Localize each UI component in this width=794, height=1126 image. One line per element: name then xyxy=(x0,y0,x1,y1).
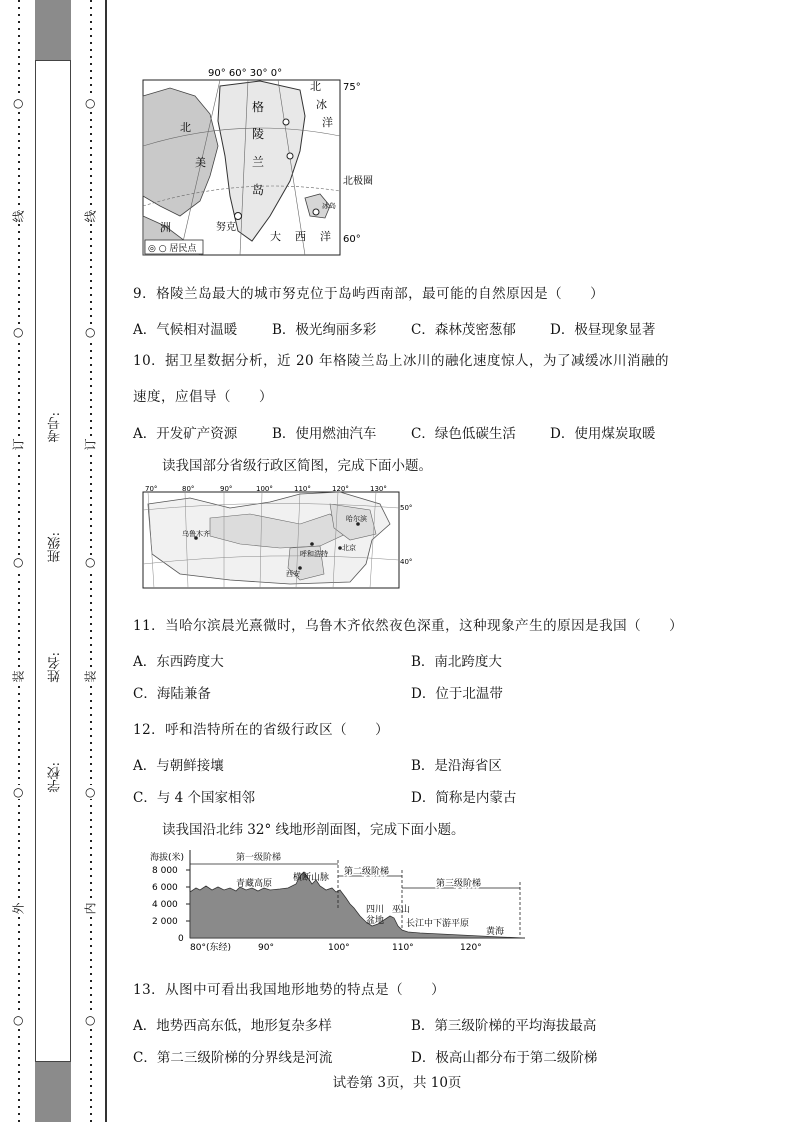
map2-lat-label: 40° xyxy=(400,558,412,566)
q12-option-c[interactable]: C．与 4 个国家相邻 xyxy=(133,790,256,806)
inner-mark: 线 xyxy=(83,210,98,223)
outer-mark: 订 xyxy=(11,438,26,451)
map1-city-nuuk: 努克 xyxy=(216,222,236,233)
profile-ytick: 2 000 xyxy=(152,917,178,927)
map2-lat-label: 50° xyxy=(400,504,412,512)
q10-option-d[interactable]: D．使用煤炭取暖 xyxy=(550,426,656,442)
intro-profile: 读我国沿北纬 32° 线地形剖面图，完成下面小题。 xyxy=(162,822,465,838)
map1-america: 美 xyxy=(195,156,206,169)
profile-yangtze-plain: 长江中下游平原 xyxy=(406,919,470,929)
q11-option-b[interactable]: B．南北跨度大 xyxy=(411,654,502,670)
q12-option-d[interactable]: D．简称是内蒙古 xyxy=(411,790,517,806)
outer-mark: 装 xyxy=(11,670,26,683)
map1-island: 兰 xyxy=(252,155,265,169)
map1-ocean: 冰 xyxy=(316,98,327,111)
map1-atlantic: 洋 xyxy=(320,230,331,243)
exam-number-label: 考号: xyxy=(48,412,63,443)
intro-map2: 读我国部分省级行政区简图，完成下面小题。 xyxy=(162,458,432,474)
map1-left-label: 洲 xyxy=(160,221,171,234)
question-10-stem-line2: 速度，应倡导（ ） xyxy=(133,389,273,405)
map1-arctic-circle: 北极圈 xyxy=(343,176,373,187)
class-label: 班级: xyxy=(48,532,63,563)
profile-xtick: 120° xyxy=(460,943,482,953)
map2-urumqi: 乌鲁木齐 xyxy=(182,530,210,538)
question-10-stem-line1: 10．据卫星数据分析，近 20 年格陵兰岛上冰川的融化速度惊人，为了减缓冰川消融的 xyxy=(133,353,669,369)
outer-mark: ○ xyxy=(13,1013,24,1027)
inner-mark: 订 xyxy=(83,438,98,451)
profile-step-1: 第一级阶梯 xyxy=(236,853,282,863)
profile-step-2: 第二级阶梯 xyxy=(344,867,390,877)
inner-mark: ○ xyxy=(85,1013,96,1027)
china-province-map xyxy=(140,484,412,592)
q11-option-c[interactable]: C．海陆兼备 xyxy=(133,686,211,702)
q12-option-b[interactable]: B．是沿海省区 xyxy=(411,758,502,774)
profile-xtick: 80°(东经) xyxy=(190,943,231,953)
map2-lon-label: 110° xyxy=(294,485,311,493)
profile-hengduan: 横断山脉 xyxy=(293,873,330,883)
profile-sichuan: 四川 xyxy=(366,905,385,915)
map1-lon-labels: 90° 60° 30° 0° xyxy=(208,68,283,79)
q13-option-b[interactable]: B．第三级阶梯的平均海拔最高 xyxy=(411,1018,597,1034)
q9-option-c[interactable]: C．森林茂密葱郁 xyxy=(411,322,516,338)
outer-mark: 线 xyxy=(11,210,26,223)
q10-option-c[interactable]: C．绿色低碳生活 xyxy=(411,426,516,442)
q11-option-d[interactable]: D．位于北温带 xyxy=(411,686,503,702)
map1-iceland: 冰岛 xyxy=(322,202,336,210)
map1-america: 北 xyxy=(180,121,191,134)
inner-mark: 内 xyxy=(83,902,98,915)
map2-lon-label: 70° xyxy=(145,485,158,493)
profile-qinghai-tibet: 青藏高原 xyxy=(236,879,273,889)
page-footer: 试卷第 3页，共 10页 xyxy=(332,1075,462,1091)
margin-rule xyxy=(105,0,107,1122)
inner-mark: ○ xyxy=(85,96,96,110)
map2-lon-label: 80° xyxy=(182,485,195,493)
question-12-stem: 12．呼和浩特所在的省级行政区（ ） xyxy=(133,722,390,738)
map2-beijing: 北京 xyxy=(342,544,356,552)
map1-atlantic: 西 xyxy=(295,230,306,243)
map1-legend: ◎ ○ 居民点 xyxy=(148,244,197,254)
map1-island: 陵 xyxy=(252,127,265,141)
map2-lon-label: 100° xyxy=(256,485,273,493)
profile-ylabel: 海拔(米) xyxy=(150,853,185,863)
map2-lon-label: 90° xyxy=(220,485,233,493)
outer-mark: ○ xyxy=(13,785,24,799)
map2-xian: 西安 xyxy=(286,570,300,578)
profile-ytick: 6 000 xyxy=(152,883,178,893)
map1-island: 格 xyxy=(252,100,265,114)
greenland-map xyxy=(140,66,380,261)
profile-xtick: 100° xyxy=(328,943,350,953)
inner-mark: ○ xyxy=(85,785,96,799)
q12-option-a[interactable]: A．与朝鲜接壤 xyxy=(133,758,224,774)
q10-option-a[interactable]: A．开发矿产资源 xyxy=(133,426,238,442)
inner-mark: 装 xyxy=(83,670,98,683)
q13-option-d[interactable]: D．极高山都分布于第二级阶梯 xyxy=(411,1050,598,1066)
map2-hohhot: 呼和浩特 xyxy=(300,550,328,558)
question-9-stem: 9．格陵兰岛最大的城市努克位于岛屿西南部，最可能的自然原因是（ ） xyxy=(133,286,605,302)
question-11-stem: 11．当哈尔滨晨光熹微时，乌鲁木齐依然夜色深重，这种现象产生的原因是我国（ ） xyxy=(133,618,684,634)
profile-xtick: 110° xyxy=(392,943,414,953)
profile-wushan: 巫山 xyxy=(392,905,411,915)
inner-mark: ○ xyxy=(85,555,96,569)
inner-mark: ○ xyxy=(85,325,96,339)
outer-mark: 外 xyxy=(11,902,26,915)
profile-ytick: 4 000 xyxy=(152,900,178,910)
outer-mark: ○ xyxy=(13,555,24,569)
q11-option-a[interactable]: A．东西跨度大 xyxy=(133,654,224,670)
q9-option-d[interactable]: D．极昼现象显著 xyxy=(550,322,656,338)
question-13-stem: 13．从图中可看出我国地形地势的特点是（ ） xyxy=(133,982,446,998)
map2-lon-label: 120° xyxy=(332,485,349,493)
sidebar-top-block xyxy=(35,0,71,60)
q10-option-b[interactable]: B．使用燃油汽车 xyxy=(272,426,377,442)
map2-lon-label: 130° xyxy=(370,485,387,493)
profile-ytick: 0 xyxy=(178,934,184,944)
outer-mark: ○ xyxy=(13,325,24,339)
profile-xtick: 90° xyxy=(258,943,274,953)
profile-step-3: 第三级阶梯 xyxy=(436,879,482,889)
q9-option-a[interactable]: A．气候相对温暖 xyxy=(133,322,238,338)
outer-mark: ○ xyxy=(13,96,24,110)
name-label: 姓名: xyxy=(48,652,63,683)
q9-option-b[interactable]: B．极光绚丽多彩 xyxy=(272,322,377,338)
terrain-profile-chart xyxy=(140,846,540,956)
map1-ocean: 北 xyxy=(310,80,321,93)
profile-basin: 盆地 xyxy=(366,916,385,926)
school-label: 学校: xyxy=(48,762,63,793)
map1-lat60: 60° xyxy=(343,234,361,245)
map1-island: 岛 xyxy=(252,183,265,197)
map1-atlantic: 大 xyxy=(270,230,281,243)
map1-lat75: 75° xyxy=(343,82,361,93)
q13-option-a[interactable]: A．地势西高东低，地形复杂多样 xyxy=(133,1018,332,1034)
map2-harbin: 哈尔滨 xyxy=(346,515,367,523)
profile-ytick: 8 000 xyxy=(152,866,178,876)
map1-ocean: 洋 xyxy=(322,116,333,129)
q13-option-c[interactable]: C．第二三级阶梯的分界线是河流 xyxy=(133,1050,333,1066)
profile-yellow-sea: 黄海 xyxy=(486,927,505,937)
